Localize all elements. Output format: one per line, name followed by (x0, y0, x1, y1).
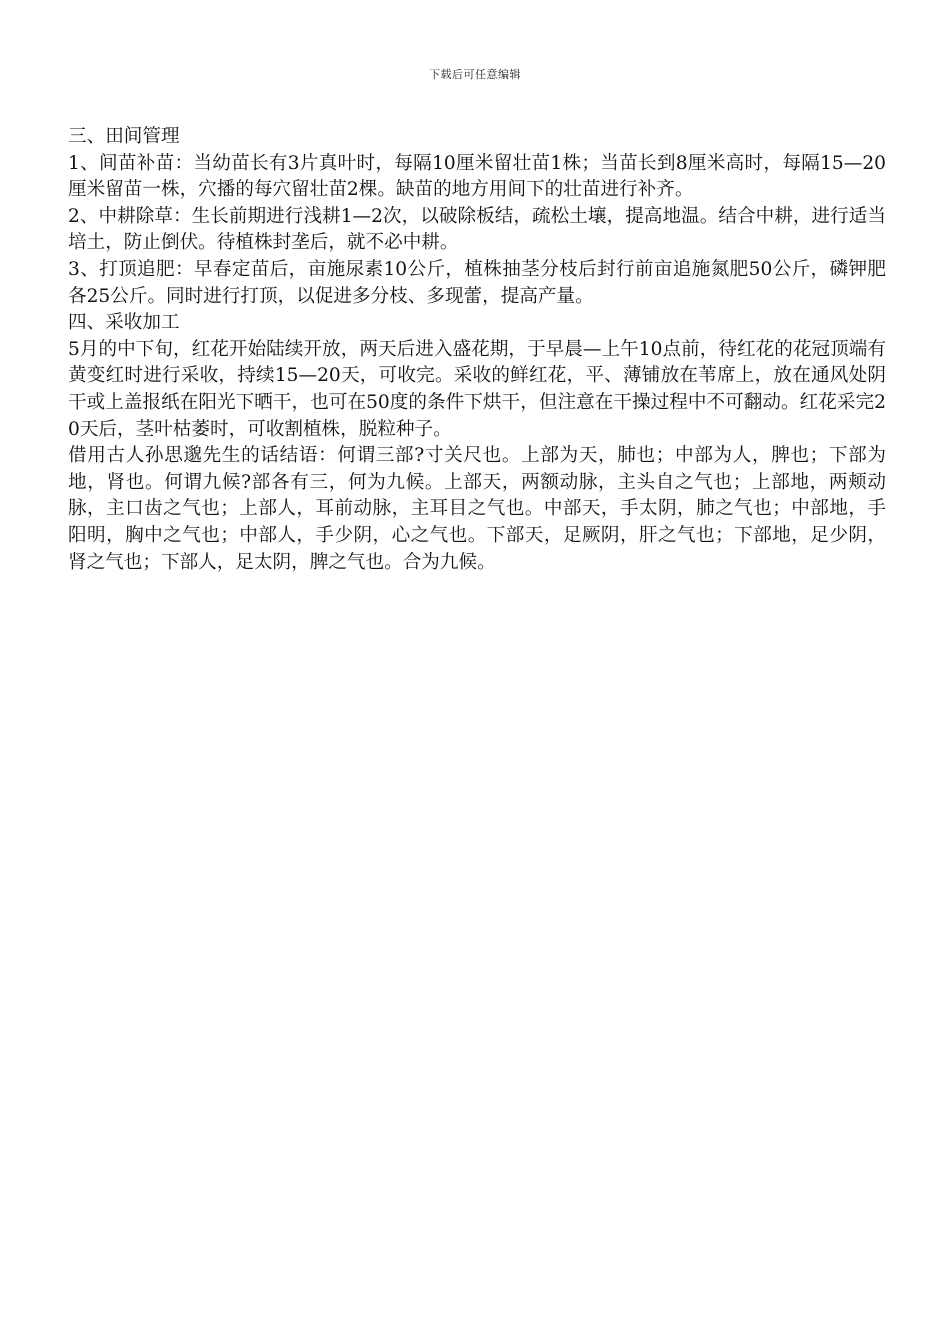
section-heading-field-management: 三、田间管理 (68, 126, 180, 147)
paragraph-topping-fertilizing: 3、打顶追肥：早春定苗后，亩施尿素10公斤，植株抽茎分枝后封行前亩追施氮肥50公斤，磷钾肥各25公斤。同时进行打顶，以促进多分枝、多现蕾，提高产量。 (68, 258, 886, 307)
section-heading-harvest-processing: 四、采收加工 (68, 312, 180, 334)
paragraph-thinning-seedlings: 1、间苗补苗：当幼苗长有3片真叶时，每隔10厘米留壮苗1株；当苗长到8厘米高时，每隔15—20厘米留苗一株，穴播的每穴留壮苗2棵。缺苗的地方用间下的壮苗进行补齐。 (68, 152, 886, 201)
paragraph-conclusion: 借用古人孙思邈先生的话结语：何谓三部?寸关尺也。上部为天，肺也；中部为人，脾也；下部为地，肾也。何谓九候?部各有三，何为九候。上部天，两额动脉，主头自之气也；上部地，两颊动脉，主口齿之气也；上部人，耳前动脉，主耳目之气也。中部天，手太阴，肺之气也；中部地，手阳明，胸中之气也；中部人，手少阴，心之气也。下部天，足厥阴，肝之气也；下部地，足少阴，肾之气也；下部人，足太阴，脾之气也。合为九候。 (68, 445, 886, 573)
document-body (68, 124, 886, 576)
paragraph-weeding: 2、中耕除草：生长前期进行浅耕1—2次，以破除板结，疏松土壤，提高地温。结合中耕，进行适当培土，防止倒伏。待植株封垄后，就不必中耕。 (68, 205, 886, 254)
paragraph-harvest: 5月的中下旬，红花开始陆续开放，两天后进入盛花期，于早晨—上午10点前，待红花的花冠顶端有黄变红时进行采收，持续15—20天，可收完。采收的鲜红花，平、薄铺放在苇席上，放在通风处阴干或上盖报纸在阳光下晒干，也可在50度的条件下烘干，但注意在干操过程中不可翻动。红花采完20天后，茎叶枯萎时，可收割植株，脱粒种子。 (68, 338, 886, 440)
page-header-note: 下载后可任意编辑 (429, 68, 521, 81)
